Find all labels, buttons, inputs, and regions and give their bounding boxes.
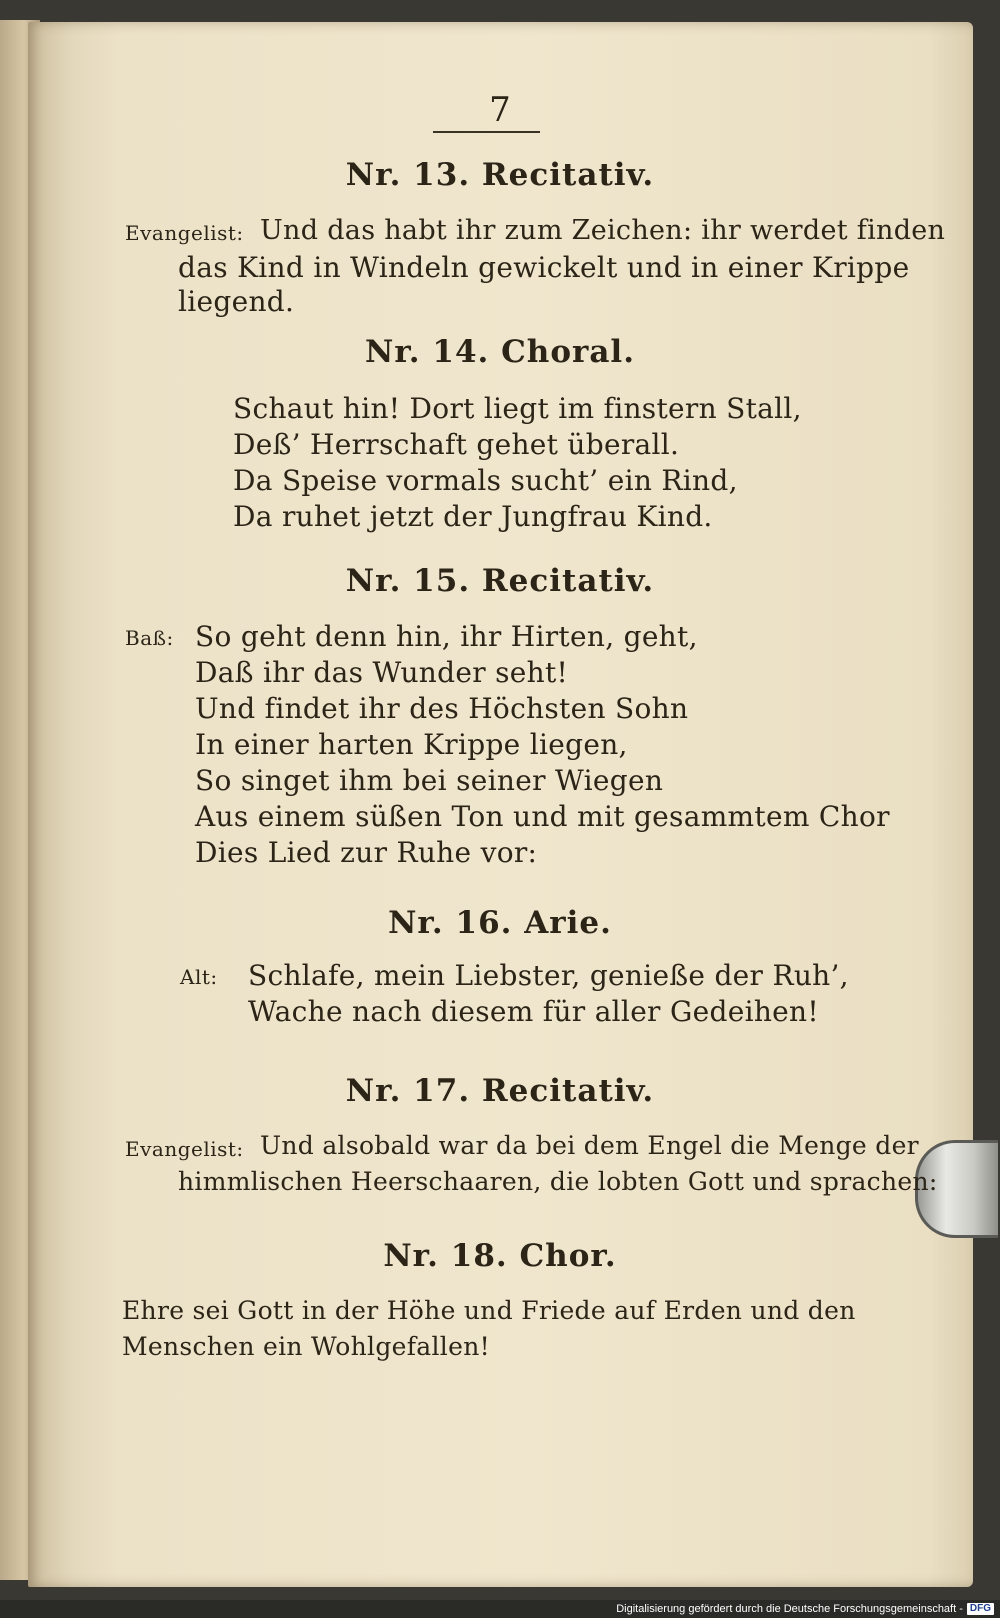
dfg-logo: DFG — [967, 1603, 994, 1615]
page-number: 7 — [489, 90, 511, 130]
section-heading-17: Nr. 17. Recitativ. — [345, 1073, 655, 1109]
text-line: Und das habt ihr zum Zeichen: ihr werdet finden — [260, 215, 946, 246]
section-heading-14: Nr. 14. Choral. — [364, 334, 635, 370]
text-line: Und findet ihr des Höchsten Sohn — [195, 692, 689, 725]
text-line: Und alsobald war da bei dem Engel die Menge der — [260, 1131, 919, 1160]
digitization-credit — [616, 1601, 994, 1616]
text-line: das Kind in Windeln gewickelt und in einer Krippe — [178, 251, 910, 284]
section-heading-18: Nr. 18. Chor. — [383, 1238, 617, 1274]
credit-text: Digitalisierung gefördert durch die Deutsche Forschungsgemeinschaft - — [616, 1602, 963, 1615]
speaker-alt: Alt: — [180, 965, 218, 989]
text-line: Aus einem süßen Ton und mit gesammtem Chor — [195, 800, 890, 833]
text-line: In einer harten Krippe liegen, — [195, 728, 628, 761]
section-heading-15: Nr. 15. Recitativ. — [345, 563, 655, 599]
text-line: So geht denn hin, ihr Hirten, geht, — [195, 620, 698, 653]
page-number-rule — [433, 131, 540, 133]
text-line: Deß’ Herrschaft gehet überall. — [233, 428, 680, 461]
speaker-evangelist: Evangelist: — [125, 221, 244, 245]
speaker-bass: Baß: — [125, 626, 174, 650]
text-line: So singet ihm bei seiner Wiegen — [195, 764, 664, 797]
text-line: Da ruhet jetzt der Jungfrau Kind. — [233, 500, 713, 533]
text-line: Schlafe, mein Liebster, genieße der Ruh’, — [248, 959, 849, 992]
text-line: Schaut hin! Dort liegt im finstern Stall, — [233, 392, 802, 425]
speaker-evangelist: Evangelist: — [125, 1137, 244, 1161]
text-line: Wache nach diesem für aller Gedeihen! — [248, 995, 819, 1028]
text-line: Dies Lied zur Ruhe vor: — [195, 836, 538, 869]
text-line: Daß ihr das Wunder seht! — [195, 656, 569, 689]
text-line: Da Speise vormals sucht’ ein Rind, — [233, 464, 738, 497]
text-line: liegend. — [178, 285, 295, 318]
section-heading-16: Nr. 16. Arie. — [388, 905, 612, 941]
text-line: Menschen ein Wohlgefallen! — [122, 1332, 490, 1361]
section-heading-13: Nr. 13. Recitativ. — [345, 157, 655, 193]
text-line: Ehre sei Gott in der Höhe und Friede auf Erden und den — [122, 1296, 856, 1325]
text-line: himmlischen Heerschaaren, die lobten Gott und sprachen: — [178, 1167, 938, 1196]
